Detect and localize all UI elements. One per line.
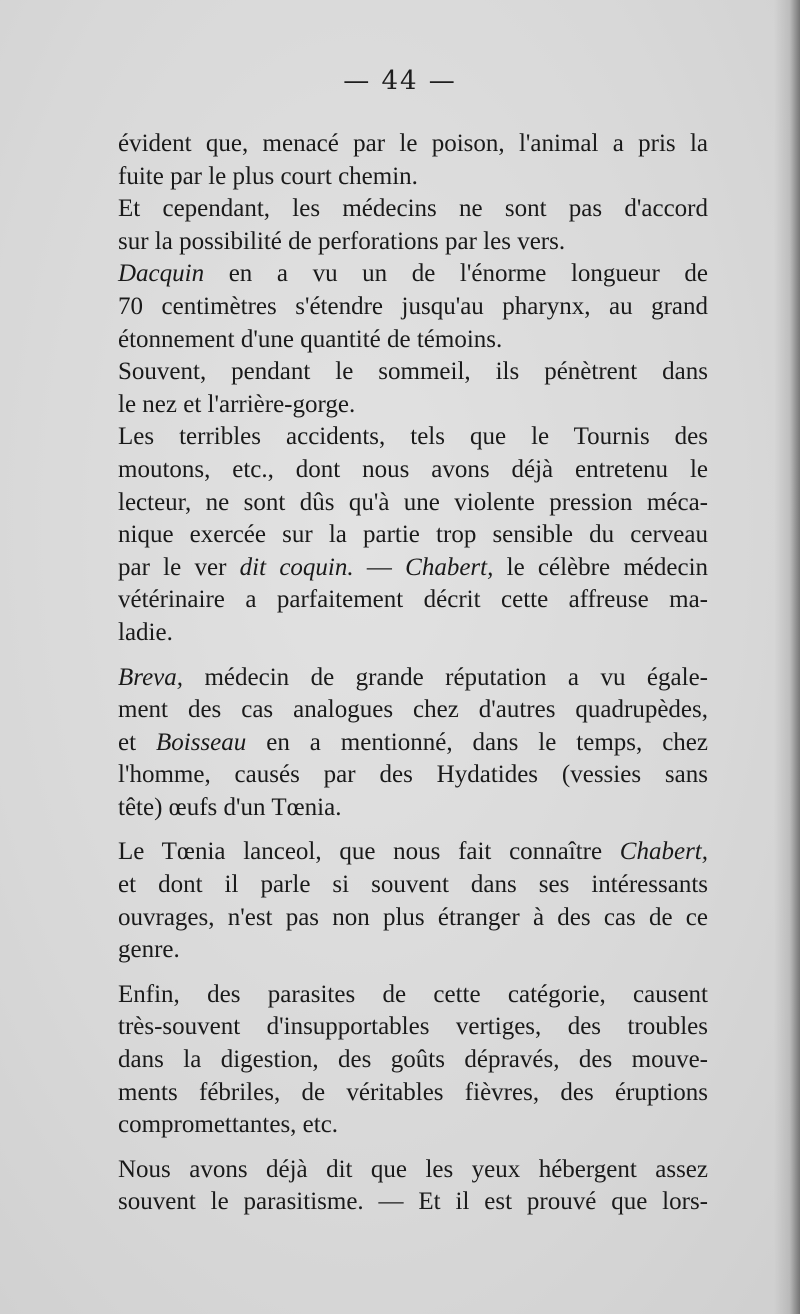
text-line xyxy=(88,389,708,422)
paragraph xyxy=(88,836,708,966)
text-line xyxy=(88,662,708,695)
text-segment: Et cependant, les médecins ne sont pas d'accord xyxy=(118,195,708,223)
text-line xyxy=(88,869,708,902)
text-segment: tête) œufs d'un Tœnia. xyxy=(118,793,342,821)
text-line xyxy=(88,979,708,1012)
text-segment: — xyxy=(353,553,406,581)
text-line xyxy=(88,454,708,487)
text-segment: moutons, etc., dont nous avons déjà entretenu le xyxy=(118,455,708,483)
paragraph xyxy=(88,662,708,825)
text-line xyxy=(88,487,708,520)
text-line xyxy=(88,934,708,967)
text-segment: et xyxy=(118,728,156,756)
text-line xyxy=(88,584,708,617)
text-line xyxy=(88,1109,708,1142)
text-segment: étonnement d'une quantité de témoins. xyxy=(118,325,503,353)
text-line xyxy=(88,1154,708,1187)
text-line xyxy=(88,519,708,552)
text-segment: médecin de grande réputation a vu égale- xyxy=(183,663,708,691)
text-segment: dans la digestion, des goûts dépravés, des mouve- xyxy=(118,1046,708,1074)
text-segment: le nez et l'arrière-gorge. xyxy=(118,390,356,418)
text-line xyxy=(88,759,708,792)
page-number: — 44 — xyxy=(343,66,457,96)
text-segment: en a mentionné, dans le temps, chez xyxy=(246,728,708,756)
author-name: Chabert, xyxy=(619,838,708,866)
text-segment: souvent le parasitisme. — Et il est prouvé que lors- xyxy=(118,1188,708,1216)
text-line xyxy=(88,324,708,357)
text-segment: Souvent, pendant le sommeil, ils pénètrent dans xyxy=(118,358,708,386)
text-segment: très-souvent d'insupportables vertiges, des troubles xyxy=(118,1013,708,1041)
text-segment: l'homme, causés par des Hydatides (vessies sans xyxy=(118,761,708,789)
paragraph xyxy=(88,258,708,356)
text-segment: Le Tœnia lanceol, que nous fait connaître xyxy=(118,838,620,866)
text-segment: fuite par le plus court chemin. xyxy=(118,162,418,190)
italic-term: dit coquin. xyxy=(239,553,354,581)
page-edge-shadow xyxy=(774,0,800,1314)
text-line xyxy=(88,552,708,585)
author-name: Boisseau xyxy=(156,728,247,756)
text-line xyxy=(88,226,708,259)
text-segment: genre. xyxy=(118,936,180,964)
text-segment: le célèbre médecin xyxy=(493,553,709,581)
text-line xyxy=(88,161,708,194)
text-line xyxy=(88,694,708,727)
text-segment: sur la possibilité de perforations par les vers. xyxy=(118,227,566,255)
paragraph xyxy=(88,979,708,1142)
text-line xyxy=(88,1011,708,1044)
paragraph xyxy=(88,356,708,421)
text-segment: Nous avons déjà dit que les yeux hébergent assez xyxy=(118,1155,708,1183)
author-name: Dacquin xyxy=(118,260,205,288)
paragraph xyxy=(88,421,708,649)
paragraph xyxy=(88,193,708,258)
text-segment: ments fébriles, de véritables fièvres, des éruptions xyxy=(118,1078,708,1106)
author-name: Chabert, xyxy=(405,553,494,581)
text-line xyxy=(88,291,708,324)
text-line xyxy=(88,836,708,869)
text-segment: ouvrages, n'est pas non plus étranger à des cas de ce xyxy=(118,903,708,931)
text-line xyxy=(88,421,708,454)
text-segment: en a vu un de l'énorme longueur de xyxy=(204,260,708,288)
text-segment: nique exercée sur la partie trop sensible du cerveau xyxy=(118,521,708,549)
author-name: Breva, xyxy=(118,663,184,691)
text-segment: ment des cas analogues chez d'autres quadrupèdes, xyxy=(118,696,708,724)
text-segment: ladie. xyxy=(118,618,173,646)
paragraph xyxy=(88,128,708,193)
text-line xyxy=(88,1077,708,1110)
text-line xyxy=(88,258,708,291)
text-segment: évident que, menacé par le poison, l'animal a pris la xyxy=(118,130,708,157)
text-line xyxy=(88,902,708,935)
text-segment: Les terribles accidents, tels que le Tournis des xyxy=(118,423,708,451)
text-segment: vétérinaire a parfaitement décrit cette affreuse ma- xyxy=(118,586,708,614)
text-segment: et dont il parle si souvent dans ses intéressants xyxy=(118,871,708,899)
text-line xyxy=(88,193,708,226)
text-line xyxy=(88,617,708,650)
text-segment: lecteur, ne sont dûs qu'à une violente pression méca- xyxy=(118,488,708,516)
text-line xyxy=(88,128,708,161)
text-line xyxy=(88,727,708,760)
paragraph xyxy=(88,1154,708,1219)
text-line xyxy=(88,1186,708,1219)
text-segment: par le ver xyxy=(118,553,240,581)
text-line xyxy=(88,356,708,389)
text-segment: Enfin, des parasites de cette catégorie, causent xyxy=(118,980,708,1008)
text-line xyxy=(88,1044,708,1077)
text-segment: compromettantes, etc. xyxy=(118,1111,339,1139)
body-text xyxy=(88,128,708,1219)
text-line xyxy=(88,792,708,825)
text-segment: 70 centimètres s'étendre jusqu'au pharynx, au grand xyxy=(118,292,708,320)
